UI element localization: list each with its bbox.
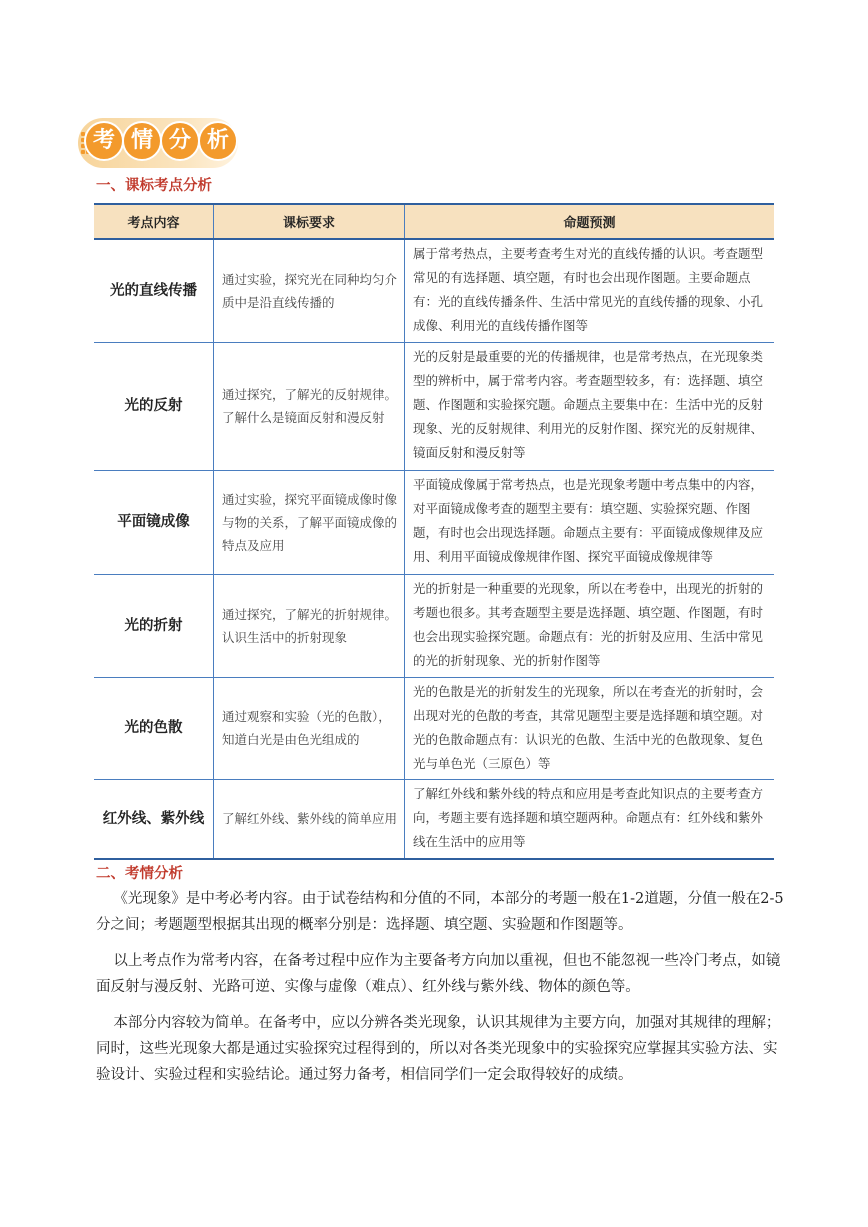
topic-cell: 光的折射 [94, 574, 214, 677]
topic-cell: 光的直线传播 [94, 239, 214, 342]
header-topic: 考点内容 [94, 204, 214, 239]
requirement-cell: 通过探究，了解光的折射规律。认识生活中的折射现象 [214, 574, 405, 677]
topic-cell: 光的色散 [94, 677, 214, 779]
table-row [94, 677, 774, 779]
requirement-cell: 通过探究，了解光的反射规律。了解什么是镜面反射和漫反射 [214, 342, 405, 470]
paragraph: 《光现象》是中考必考内容。由于试卷结构和分值的不同，本部分的考题一般在1-2道题，分值一般在2-5分之间；考题题型根据其出现的概率分别是：选择题、填空题、实验题和作图题等。 [96, 891, 784, 933]
badge-char: 分 [160, 121, 200, 161]
table-header-row [94, 204, 774, 239]
prediction-cell: 光的色散是光的折射发生的光现象，所以在考查光的折射时，会出现对光的色散的考查，其常见题型主要是选择题和填空题。对光的色散命题点有：认识光的色散、生活中光的色散现象、复色光与单色光（三原色）等 [405, 677, 775, 779]
prediction-cell: 光的反射是最重要的光的传播规律，也是常考热点，在光现象类型的辨析中，属于常考内容。考查题型较多，有：选择题、填空题、作图题和实验探究题。命题点主要集中在：生活中光的反射现象、光的反射规律、利用光的反射作图、探究光的反射规律、镜面反射和漫反射等 [405, 342, 775, 470]
requirement-cell: 通过观察和实验（光的色散），知道白光是由色光组成的 [214, 677, 405, 779]
section-title-course-analysis: 一、课标考点分析 [96, 178, 212, 194]
badge-char: 情 [122, 121, 162, 161]
requirement-cell: 通过实验，探究光在同种均匀介质中是沿直线传播的 [214, 239, 405, 342]
table-row [94, 779, 774, 859]
topic-cell: 平面镜成像 [94, 470, 214, 574]
prediction-cell: 了解红外线和紫外线的特点和应用是考查此知识点的主要考查方向，考题主要有选择题和填空题两种。命题点有：红外线和紫外线在生活中的应用等 [405, 779, 775, 859]
topic-cell: 红外线、紫外线 [94, 779, 214, 859]
prediction-cell: 光的折射是一种重要的光现象，所以在考卷中，出现光的折射的考题也很多。其考查题型主要是选择题、填空题、作图题，有时也会出现实验探究题。命题点有：光的折射及应用、生活中常见的光的折射现象、光的折射作图等 [405, 574, 775, 677]
paragraph: 本部分内容较为简单。在备考中，应以分辨各类光现象，认识其规律为主要方向，加强对其规律的理解；同时，这些光现象大都是通过实验探究过程得到的，所以对各类光现象中的实验探究应掌握其实验方法、实验设计、实验过程和实验结论。通过努力备考，相信同学们一定会取得较好的成绩。 [96, 1015, 781, 1083]
requirement-cell: 通过实验，探究平面镜成像时像与物的关系，了解平面镜成像的特点及应用 [214, 470, 405, 574]
badge-char: 考 [84, 121, 124, 161]
header-requirement: 课标要求 [214, 204, 405, 239]
prediction-cell: 平面镜成像属于常考热点，也是光现象考题中考点集中的内容，对平面镜成像考查的题型主要有：填空题、实验探究题、作图题，有时也会出现选择题。命题点主要有：平面镜成像规律及应用、利用平面镜成像规律作图、探究平面镜成像规律等 [405, 470, 775, 574]
badge-char: 析 [198, 121, 238, 161]
analysis-table [94, 203, 774, 860]
table-row [94, 342, 774, 470]
table-row [94, 470, 774, 574]
section-title-exam-analysis: 二、考情分析 [96, 866, 183, 882]
requirement-cell: 了解红外线、紫外线的简单应用 [214, 779, 405, 859]
paragraph: 以上考点作为常考内容，在备考过程中应作为主要备考方向加以重视，但也不能忽视一些冷门考点，如镜面反射与漫反射、光路可逆、实像与虚像（难点）、红外线与紫外线、物体的颜色等。 [96, 953, 781, 995]
table-row [94, 574, 774, 677]
section-badge [78, 118, 238, 168]
table-row [94, 239, 774, 342]
prediction-cell: 属于常考热点，主要考查考生对光的直线传播的认识。考查题型常见的有选择题、填空题，有时也会出现作图题。主要命题点有：光的直线传播条件、生活中常见光的直线传播的现象、小孔成像、利用光的直线传播作图等 [405, 239, 775, 342]
topic-cell: 光的反射 [94, 342, 214, 470]
header-prediction: 命题预测 [405, 204, 775, 239]
